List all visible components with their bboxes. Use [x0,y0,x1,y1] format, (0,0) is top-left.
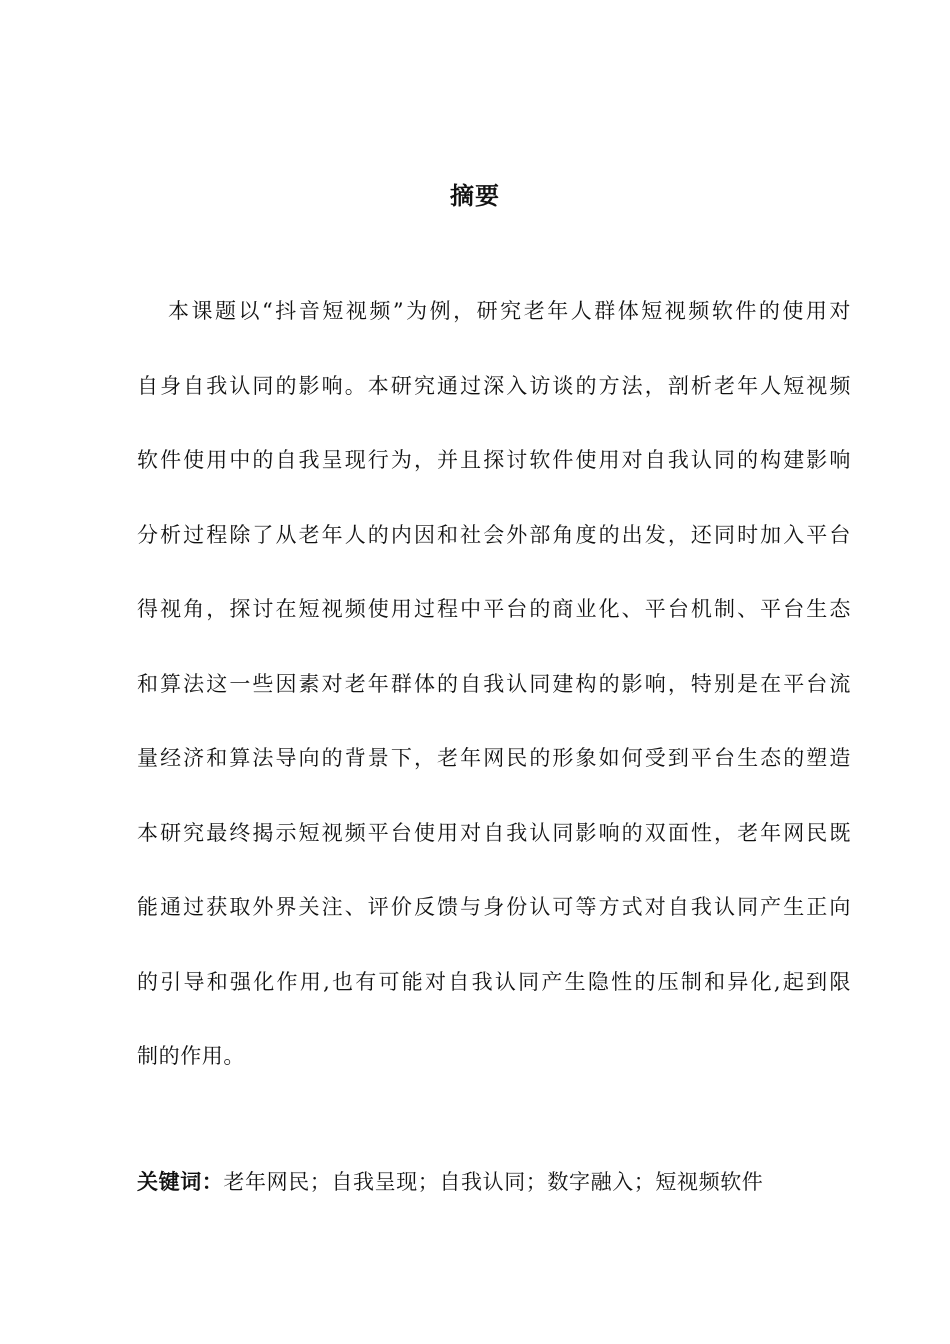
abstract-line: 软件使用中的自我呈现行为，并且探讨软件使用对自我认同的构建影响 [137,448,851,472]
abstract-line: 量经济和算法导向的背景下，老年网民的形象如何受到平台生态的塑造 [137,746,851,770]
keywords-text: 老年网民；自我呈现；自我认同；数字融入；短视频软件 [223,1170,764,1194]
page-title: 摘要 [450,182,500,210]
abstract-line: 的引导和强化作用,也有可能对自我认同产生隐性的压制和异化,起到限 [137,969,851,994]
abstract-line: 分析过程除了从老年人的内因和社会外部角度的出发，还同时加入平台 [137,522,851,547]
abstract-line: 本课题以“抖音短视频”为例，研究老年人群体短视频软件的使用对 [168,299,851,323]
abstract-line: 本研究最终揭示短视频平台使用对自我认同影响的双面性，老年网民既 [137,820,851,845]
abstract-line: 能通过获取外界关注、评价反馈与身份认可等方式对自我认同产生正向 [137,895,851,919]
abstract-line: 制的作用。 [137,1044,245,1068]
abstract-line: 自身自我认同的影响。本研究通过深入访谈的方法，剖析老年人短视频 [137,373,851,398]
abstract-body [137,292,851,1112]
keywords-line [137,1163,763,1201]
abstract-line: 和算法这一些因素对老年群体的自我认同建构的影响，特别是在平台流 [137,671,851,696]
keywords-label: 关键词： [137,1170,224,1194]
abstract-line: 得视角，探讨在短视频使用过程中平台的商业化、平台机制、平台生态 [137,597,851,621]
